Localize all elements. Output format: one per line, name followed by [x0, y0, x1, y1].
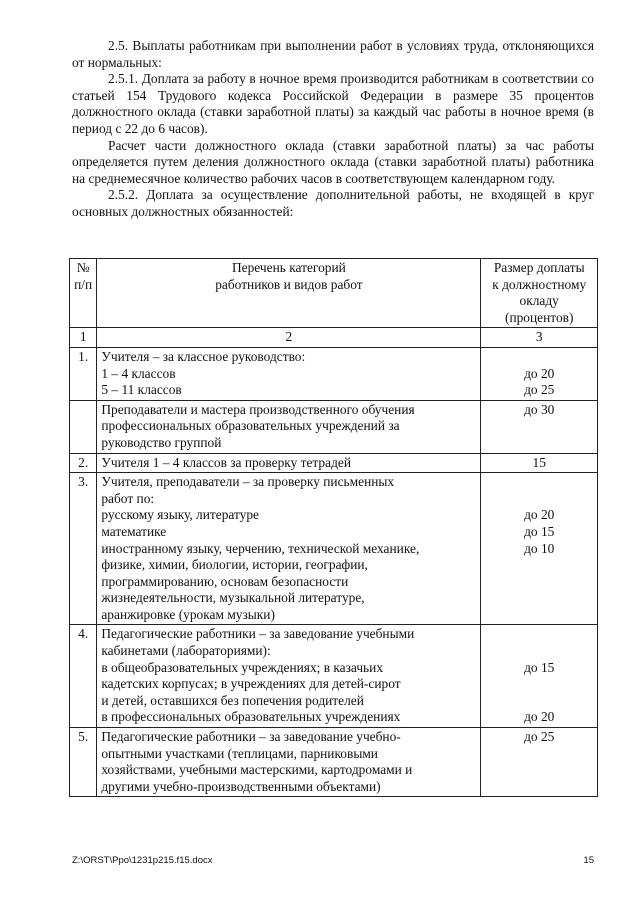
row-value	[481, 347, 598, 400]
header-value: Размер доплаты к должностному окладу (процентов)	[481, 259, 598, 328]
row-category	[97, 400, 481, 453]
row-number: 5.	[70, 728, 97, 797]
allowance-table	[69, 258, 598, 797]
value-line	[485, 693, 593, 710]
category-line: программированию, основам безопасности	[101, 573, 349, 589]
category-line: кадетских корпусах; в учреждениях для детей-сирот	[101, 676, 401, 692]
row-value	[481, 453, 598, 473]
category-line: работ по:	[101, 490, 155, 506]
table-index-row	[70, 328, 598, 348]
header-number: № п/п	[70, 259, 97, 328]
value-line: до 30	[524, 401, 555, 417]
row-number: 1.	[70, 347, 97, 400]
row-number	[70, 400, 97, 453]
category-line: иностранному языку, черчению, технической механике,	[101, 540, 420, 556]
index-cell: 3	[481, 328, 598, 348]
value-line: до 15	[524, 659, 555, 675]
category-line: Педагогические работники – за заведование учебно-	[101, 729, 401, 745]
table-header-row	[70, 259, 598, 328]
value-line: до 10	[524, 540, 555, 556]
row-number: 2.	[70, 453, 97, 473]
value-line: до 20	[524, 507, 555, 523]
header-category: Перечень категорий работников и видов работ	[97, 259, 481, 328]
row-category	[97, 473, 481, 625]
index-cell: 1	[70, 328, 97, 348]
category-line: аранжировке (урокам музыки)	[101, 606, 275, 622]
category-line: руководство группой	[101, 434, 222, 450]
category-line: Преподаватели и мастера производственного обучения	[101, 401, 415, 417]
category-line: и детей, оставшихся без попечения родителей	[101, 692, 364, 708]
table-row	[70, 400, 598, 453]
row-value	[481, 400, 598, 453]
footer-page-number: 15	[583, 855, 594, 866]
table-row	[70, 473, 598, 625]
category-line: Учителя – за классное руководство:	[101, 348, 306, 364]
category-line: профессиональных образовательных учреждений за	[101, 418, 400, 434]
category-line: 5 – 11 классов	[101, 382, 182, 398]
value-line: до 25	[524, 382, 555, 398]
category-line: кабинетами (лабораториями):	[101, 643, 271, 659]
value-line: до 20	[524, 709, 555, 725]
value-line: до 15	[524, 523, 555, 539]
category-line: математике	[101, 523, 167, 539]
index-cell: 2	[97, 328, 481, 348]
footer-file-path: Z:\ORST\Ppo\1231p215.f15.docx	[72, 855, 213, 866]
table-row	[70, 347, 598, 400]
value-line: до 25	[524, 729, 555, 745]
row-category	[97, 728, 481, 797]
value-line	[485, 676, 593, 693]
value-line: до 20	[524, 365, 555, 381]
table-row	[70, 625, 598, 728]
category-line: хозяйствами, учебными мастерскими, картодромами и	[101, 762, 413, 778]
value-line: 15	[532, 454, 546, 470]
row-value	[481, 625, 598, 728]
paragraph-2-5-1: 2.5.1. Доплата за работу в ночное время производится работникам в соответствии со статьей 154 Трудового кодекса Российской Федерации в размере 35 процентов должностного оклада (ставки заработной платы) за каждый час работы в ночное время (в период с 22 до 6 часов).	[72, 71, 594, 136]
paragraph-2-5-2: 2.5.2. Доплата за осуществление дополнительной работы, не входящей в круг основных должностных обязанностей:	[72, 187, 594, 219]
value-line	[485, 474, 593, 491]
value-line	[485, 643, 593, 660]
category-line: жизнедеятельности, музыкальной литературе,	[101, 590, 365, 606]
value-line	[485, 349, 593, 366]
row-value	[481, 473, 598, 625]
category-line: Педагогические работники – за заведование учебными	[101, 626, 415, 642]
value-line	[485, 626, 593, 643]
value-line	[485, 491, 593, 508]
table-row	[70, 728, 598, 797]
category-line: физике, химии, биологии, истории, географии,	[101, 557, 368, 573]
category-line: русскому языку, литературе	[101, 507, 259, 523]
row-category	[97, 347, 481, 400]
row-category	[97, 453, 481, 473]
category-line: в профессиональных образовательных учреждениях	[101, 709, 401, 725]
paragraph-calculation: Расчет части должностного оклада (ставки заработной платы) за час работы определяется путем деления должностного оклада (ставки заработной платы) работника на среднемесячное количество рабочих часов в соответствующем календарном году.	[72, 137, 594, 186]
row-number: 3.	[70, 473, 97, 625]
category-line: 1 – 4 классов	[101, 365, 176, 381]
category-line: в общеобразовательных учреждениях; в казачьих	[101, 659, 384, 675]
table-row	[70, 453, 598, 473]
row-value	[481, 728, 598, 797]
category-line: опытными участками (теплицами, парниковыми	[101, 745, 378, 761]
body-text	[72, 38, 594, 221]
category-line: Учителя 1 – 4 классов за проверку тетрадей	[101, 454, 351, 470]
row-category	[97, 625, 481, 728]
paragraph-2-5: 2.5. Выплаты работникам при выполнении работ в условиях труда, отклоняющихся от нормальных:	[72, 38, 594, 70]
category-line: Учителя, преподаватели – за проверку письменных	[101, 474, 395, 490]
category-line: другими учебно-производственными объектами)	[101, 778, 381, 794]
row-number: 4.	[70, 625, 97, 728]
